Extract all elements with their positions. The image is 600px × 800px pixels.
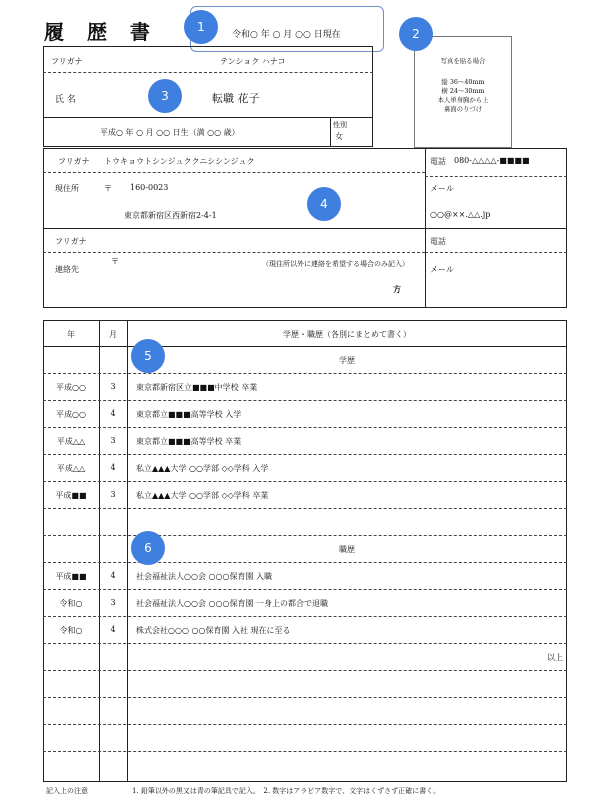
row-divider [43, 589, 567, 590]
furigana-value: テンショク ハナコ [220, 57, 286, 66]
photo-dim-1: 縦 36～40mm [441, 78, 485, 86]
divider [43, 117, 373, 118]
row-divider [43, 562, 567, 563]
history-text: 社会福祉法人○○会 ○○○保育園 入職 [136, 572, 272, 581]
history-month: 3 [110, 382, 116, 391]
history-text: 私立▲▲▲大学 ○○学部 ◇◇学科 卒業 [136, 491, 269, 500]
postal-code: 160-0023 [130, 183, 169, 192]
history-text: 東京都立■■■高等学校 入学 [136, 410, 242, 419]
history-text: 社会福祉法人○○会 ○○○保育園 一身上の都合で退職 [136, 599, 328, 608]
history-text: 学歴 [339, 356, 355, 365]
history-month: 4 [110, 463, 116, 472]
contact-furigana-label: フリガナ [55, 237, 87, 246]
history-year: 令和○ [59, 599, 83, 608]
divider [43, 252, 425, 253]
mail-label: メール [430, 184, 454, 193]
row-divider [43, 697, 567, 698]
contact-note: （現住所以外に連絡を希望する場合のみ記入） [262, 260, 409, 268]
row-divider [43, 643, 567, 644]
history-month: 4 [110, 571, 116, 580]
date-line: 令和○ 年 ○ 月 ○○ 日現在 [232, 30, 341, 40]
badge-4: 4 [307, 187, 341, 221]
divider [43, 228, 567, 229]
address-furigana-value: トウキョウトシンジュククニシシンジュク [104, 157, 255, 166]
divider [425, 252, 567, 253]
document-title: 履 歴 書 [44, 20, 158, 44]
history-year: 平成○○ [56, 383, 86, 392]
history-year: 平成△△ [56, 437, 86, 446]
row-divider [43, 724, 567, 725]
current-address-label: 現住所 [55, 184, 79, 193]
photo-dim-4: 裏面のりづけ [443, 105, 483, 113]
address-line: 東京都新宿区西新宿2-4-1 [124, 211, 217, 220]
badge-5: 5 [131, 339, 165, 373]
divider [43, 72, 373, 73]
footer-note: 1. 鉛筆以外の黒又は青の筆記具で記入。 2. 数字はアラビア数字で、文字はくずさず正確に書く。 [132, 787, 441, 795]
history-year: 令和○ [59, 626, 83, 635]
contact-phone-label: 電話 [430, 237, 446, 246]
history-year: 平成■■ [55, 491, 87, 500]
badge-1: 1 [184, 10, 218, 44]
history-text: 以上 [547, 653, 563, 662]
history-month: 4 [110, 625, 116, 634]
name-label: 氏 名 [55, 95, 76, 105]
history-year: 平成■■ [55, 572, 87, 581]
history-year: 平成○○ [56, 410, 86, 419]
postal-mark: 〒 [104, 184, 112, 193]
history-text: 株式会社○○○ ○○保育園 入社 現在に至る [136, 626, 291, 635]
row-divider [43, 481, 567, 482]
col-year: 年 [67, 330, 75, 339]
row-divider [43, 454, 567, 455]
photo-dim-3: 本人単身胸から上 [437, 96, 489, 104]
address-furigana-label: フリガナ [58, 157, 90, 166]
history-text: 東京都立■■■高等学校 卒業 [136, 437, 242, 446]
gender-value: 女 [335, 132, 343, 141]
history-month: 3 [110, 436, 116, 445]
divider [425, 176, 567, 177]
col-month: 月 [109, 330, 117, 339]
history-month: 3 [110, 490, 116, 499]
badge-6: 6 [131, 531, 165, 565]
row-divider [43, 616, 567, 617]
history-text: 職歴 [339, 545, 355, 554]
photo-title: 写真を貼る場合 [440, 57, 486, 65]
row-divider [43, 400, 567, 401]
gender-label: 性別 [333, 121, 347, 129]
mail-value: ○○@××.△△.jp [430, 210, 491, 219]
photo-dims [414, 78, 512, 114]
row-divider [43, 535, 567, 536]
row-divider [43, 427, 567, 428]
badge-2: 2 [399, 17, 433, 51]
row-divider [43, 508, 567, 509]
divider [43, 346, 567, 347]
history-month: 3 [110, 598, 116, 607]
history-text: 東京都新宿区立■■■中学校 卒業 [136, 383, 258, 392]
badge-3: 3 [148, 79, 182, 113]
divider [43, 172, 425, 173]
contact-mail-label: メール [430, 265, 454, 274]
row-divider [43, 751, 567, 752]
furigana-label: フリガナ [51, 57, 83, 66]
footer-label: 記入上の注意 [46, 787, 88, 795]
row-divider [43, 670, 567, 671]
birth-line: 平成○ 年 ○ 月 ○○ 日生（満 ○○ 歳） [100, 128, 240, 137]
col-main: 学歴・職歴（各別にまとめて書く） [283, 330, 411, 339]
phone-label: 電話 [430, 157, 446, 166]
contact-postal-mark: 〒 [111, 257, 119, 266]
history-year: 平成△△ [56, 464, 86, 473]
contact-label: 連絡先 [55, 265, 79, 274]
row-divider [43, 373, 567, 374]
history-text: 私立▲▲▲大学 ○○学部 ◇◇学科 入学 [136, 464, 269, 473]
phone-value: 080-△△△△-■■■■ [454, 156, 530, 165]
photo-dim-2: 横 24～30mm [441, 87, 485, 95]
history-month: 4 [110, 409, 116, 418]
divider [330, 117, 331, 147]
contact-suffix: 方 [393, 284, 401, 294]
name-value: 転職 花子 [212, 92, 260, 105]
